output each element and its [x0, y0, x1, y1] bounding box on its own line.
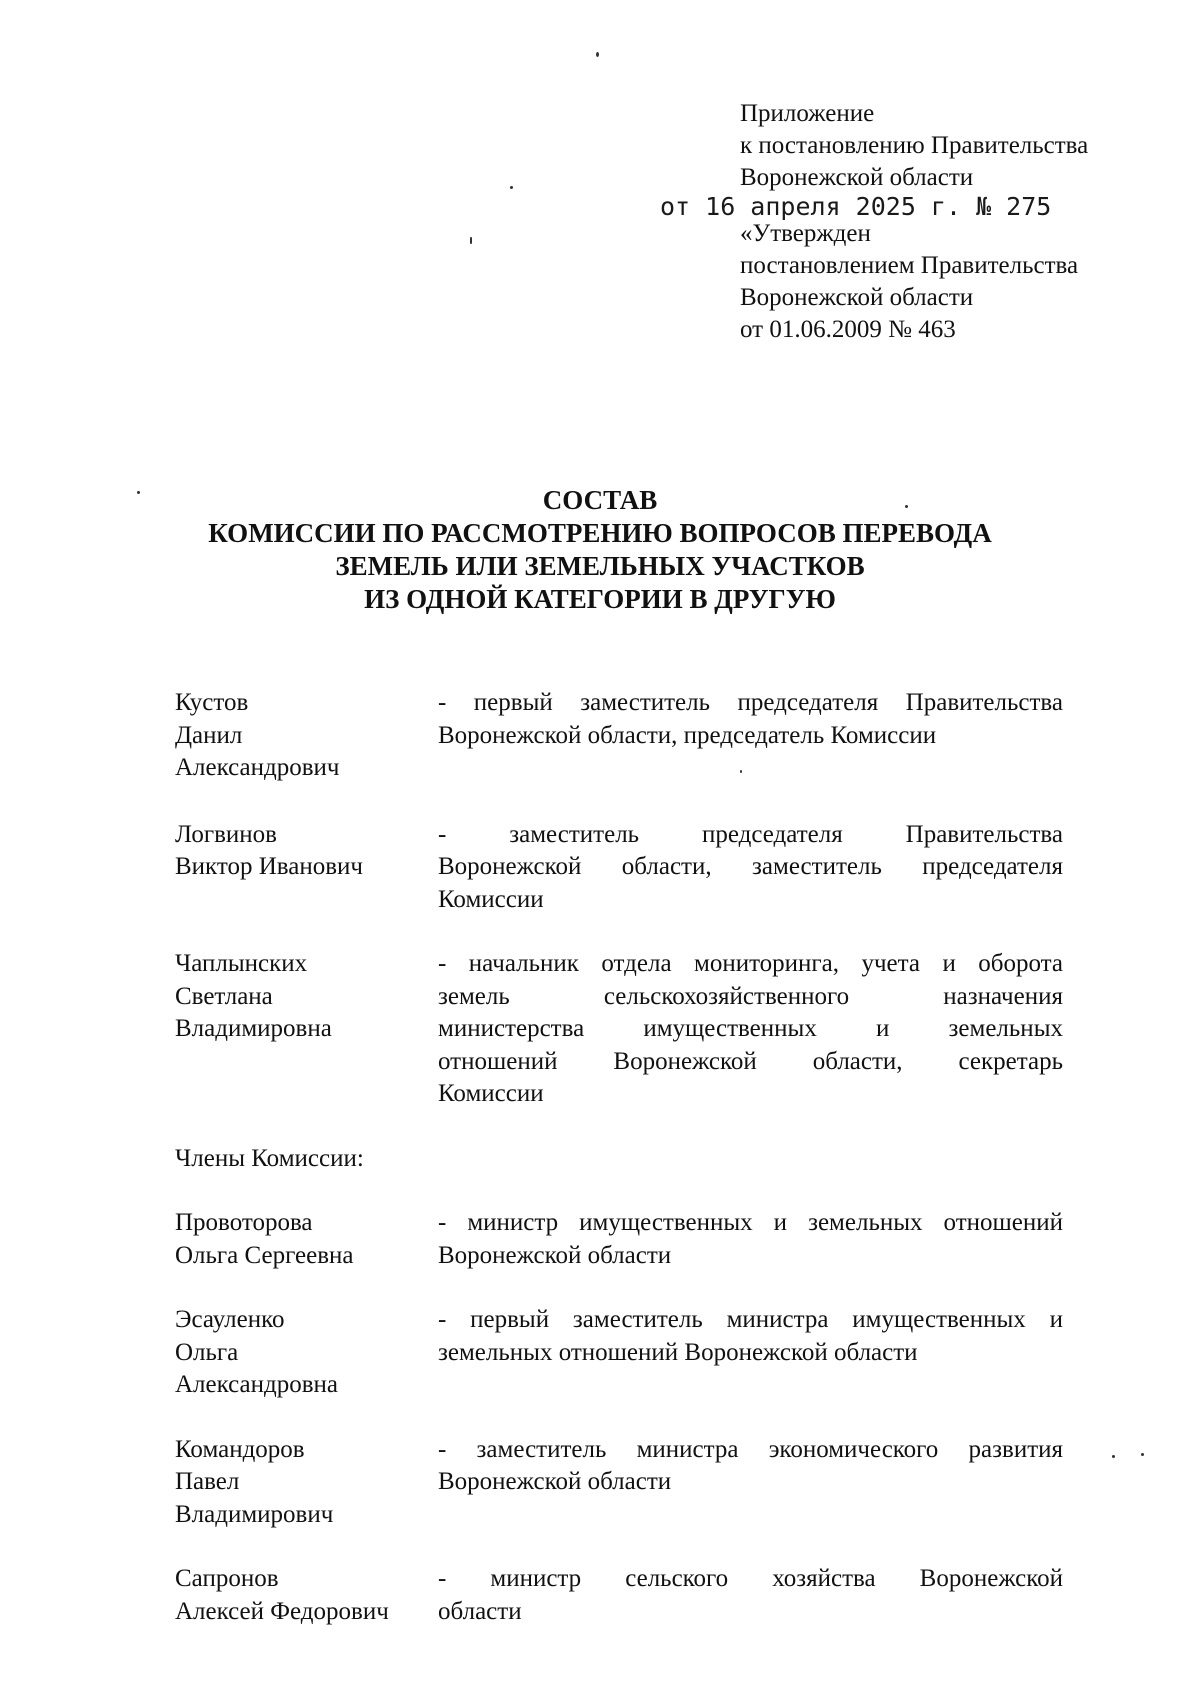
scan-speck [510, 186, 513, 189]
document-title [120, 484, 1080, 616]
member-name: Кустов Данил Александрович [175, 689, 340, 781]
member-name: Командоров Павел Владимирович [175, 1435, 334, 1528]
scan-speck [1141, 1453, 1144, 1456]
registration-stamp: от 16 апреля 2025 г. № 275 [660, 192, 1052, 221]
member-position: - первый заместитель председателя Правительства Воронежской области, председатель Комиссии [438, 689, 1063, 749]
member-position: - заместитель председателя Правительства Воронежской области, заместитель председателя Комиссии [438, 820, 1063, 913]
member-name: Чаплынских Светлана Владимировна [175, 950, 332, 1042]
member-name: Провоторова Ольга Сергеевна [175, 1209, 354, 1269]
title-line: СОСТАВ [542, 485, 658, 515]
member-position: - заместитель министра экономического развития Воронежской области [438, 1435, 1063, 1495]
annex-line: Приложение [740, 100, 875, 127]
member-position: - первый заместитель министра имущественных и земельных отношений Воронежской области [438, 1306, 1063, 1366]
member-row [175, 1434, 1063, 1532]
annex-line: к постановлению Правительства [740, 132, 1089, 159]
title-line: КОМИССИИ ПО РАССМОТРЕНИЮ ВОПРОСОВ ПЕРЕВОДА [208, 518, 992, 548]
annex-line: от 01.06.2009 № 463 [740, 316, 956, 343]
member-row [175, 819, 1063, 917]
annex-line: постановлением Правительства [740, 252, 1079, 279]
annex-line: Воронежской области [740, 284, 974, 311]
annex-line: Воронежской области [740, 164, 974, 191]
scan-speck [1112, 1455, 1115, 1458]
members-list [175, 687, 1063, 1628]
member-row [175, 1304, 1063, 1402]
title-line: ИЗ ОДНОЙ КАТЕГОРИИ В ДРУГУЮ [364, 584, 836, 614]
title-line: ЗЕМЕЛЬ ИЛИ ЗЕМЕЛЬНЫХ УЧАСТКОВ [335, 551, 865, 581]
member-position: - министр сельского хозяйства Воронежской области [438, 1565, 1063, 1625]
member-row [175, 1563, 1063, 1628]
annex-line: «Утвержден [740, 220, 871, 247]
scan-speck [470, 237, 472, 244]
member-row [175, 948, 1063, 1111]
member-row [175, 1207, 1063, 1272]
member-name: Сапронов Алексей Федорович [175, 1565, 389, 1625]
annex-block [740, 98, 1180, 194]
member-position: - начальник отдела мониторинга, учета и оборота земель сельскохозяйственного назначения министерства имущественных и земельных отношений Воронежской области, секретарь Комиссии [438, 950, 1063, 1107]
members-section-label: Члены Комиссии: [175, 1144, 364, 1172]
member-row [175, 687, 1063, 785]
approval-block [740, 218, 1180, 346]
member-name: Логвинов Виктор Иванович [175, 820, 363, 880]
member-name: Эсауленко Ольга Александровна [175, 1306, 339, 1398]
member-position: - министр имущественных и земельных отношений Воронежской области [438, 1209, 1063, 1269]
scan-speck [596, 52, 599, 57]
